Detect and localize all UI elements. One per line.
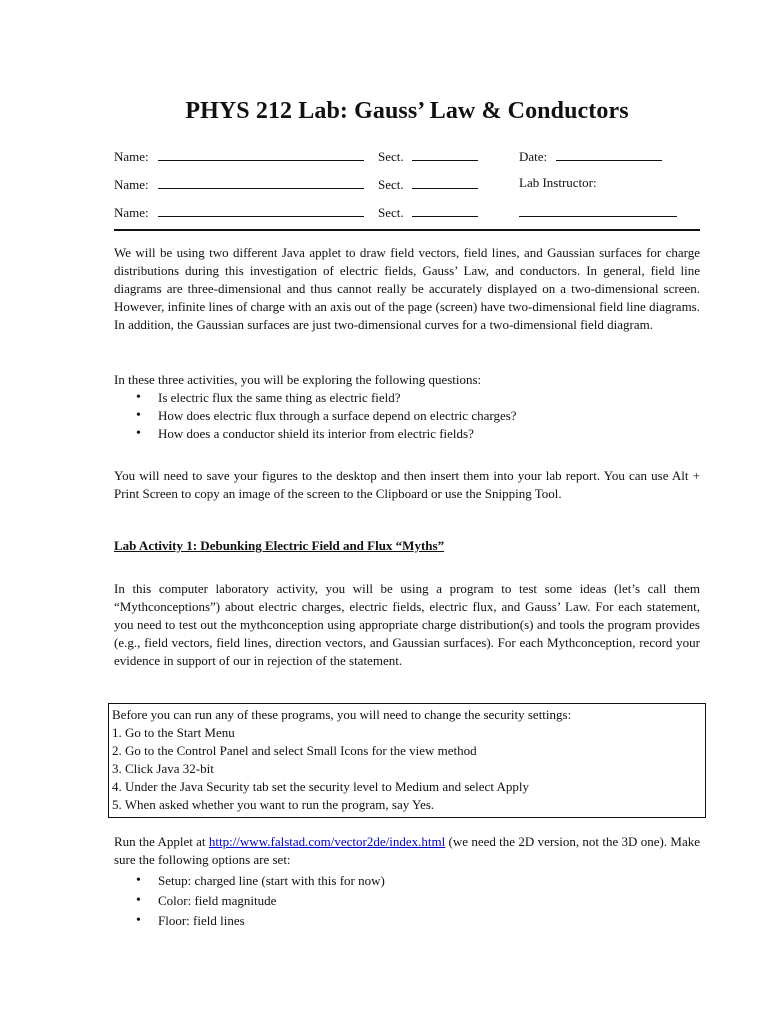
security-step: 2. Go to the Control Panel and select Small Icons for the view method — [112, 743, 477, 758]
security-step: 1. Go to the Start Menu — [112, 725, 235, 740]
questions-section — [114, 371, 700, 443]
list-item: • Is electric flux the same thing as electric field? — [114, 389, 700, 407]
questions-list — [114, 389, 700, 443]
name-field-3[interactable] — [158, 203, 364, 217]
run-applet-text-after: (we need the 2D version, not the 3D one). Make sure the following options are set: — [114, 834, 700, 867]
security-step: 3. Click Java 32-bit — [112, 761, 214, 776]
applet-url-link[interactable]: http://www.falstad.com/vector2de/index.html — [208, 834, 446, 849]
header-row-2 — [114, 175, 700, 193]
name-label-2: Name: — [114, 177, 149, 192]
lab-instructor-field[interactable] — [519, 203, 677, 217]
save-note-paragraph: You will need to save your figures to the desktop and then insert them into your lab report. You can use Alt + Print Screen to copy an image of the screen to the Clipboard or use the Snipping Tool. — [114, 468, 700, 501]
activity-paragraph: In this computer laboratory activity, you will be using a program to test some ideas (let’s call them “Mythconceptions”) about electric charges, electric fields, electric flux, and Gauss’ Law. For each statement, you need to test out the mythconception using appropriate charge distribution(s) and tools the program provides (e.g., field vectors, field lines, direction vectors, and Gaussian surfaces). For each Mythconception, record your evidence in support of our in rejection of the statement. — [114, 581, 700, 668]
date-field[interactable] — [556, 147, 662, 161]
security-settings-box — [108, 703, 706, 818]
sect-field-2[interactable] — [412, 175, 478, 189]
run-applet-paragraph — [114, 833, 700, 931]
header-row-3 — [114, 203, 700, 221]
security-step: 5. When asked whether you want to run the program, say Yes. — [112, 797, 435, 812]
lab-instructor-label: Lab Instructor: — [519, 175, 597, 190]
name-field-2[interactable] — [158, 175, 364, 189]
name-label-3: Name: — [114, 205, 149, 220]
activity-heading: Lab Activity 1: Debunking Electric Field and Flux “Myths” — [114, 538, 445, 553]
security-intro: Before you can run any of these programs, you will need to change the security settings: — [112, 707, 572, 722]
list-item: • How does a conductor shield its interior from electric fields? — [114, 425, 700, 443]
sect-label-2: Sect. — [378, 177, 404, 192]
options-list — [114, 871, 700, 931]
list-item: • Color: field magnitude — [114, 891, 700, 911]
security-step: 4. Under the Java Security tab set the security level to Medium and select Apply — [112, 779, 529, 794]
header-divider — [114, 229, 700, 231]
list-item: • How does electric flux through a surface depend on electric charges? — [114, 407, 700, 425]
sect-field-3[interactable] — [412, 203, 478, 217]
date-label: Date: — [519, 149, 548, 164]
sect-label-1: Sect. — [378, 149, 404, 164]
page-title: PHYS 212 Lab: Gauss’ Law & Conductors — [185, 98, 629, 124]
sect-field-1[interactable] — [412, 147, 478, 161]
name-field-1[interactable] — [158, 147, 364, 161]
run-applet-text-before: Run the Applet at — [114, 834, 209, 849]
header-row-1 — [114, 147, 700, 165]
sect-label-3: Sect. — [378, 205, 404, 220]
intro-paragraph: We will be using two different Java applet to draw field vectors, field lines, and Gaussian surfaces for charge distributions during this investigation of electric fields, Gauss’ Law, and conductors. In general, field line diagrams are three-dimensional and thus cannot really be accurately displayed on a two-dimensional screen. However, infinite lines of charge with an axis out of the page (screen) have two-dimensional field line diagrams. In addition, the Gaussian surfaces are just two-dimensional curves for a two-dimensional field diagram. — [114, 245, 700, 332]
name-label-1: Name: — [114, 149, 149, 164]
questions-intro: In these three activities, you will be exploring the following questions: — [114, 372, 482, 387]
list-item: • Floor: field lines — [114, 911, 700, 931]
list-item: • Setup: charged line (start with this for now) — [114, 871, 700, 891]
